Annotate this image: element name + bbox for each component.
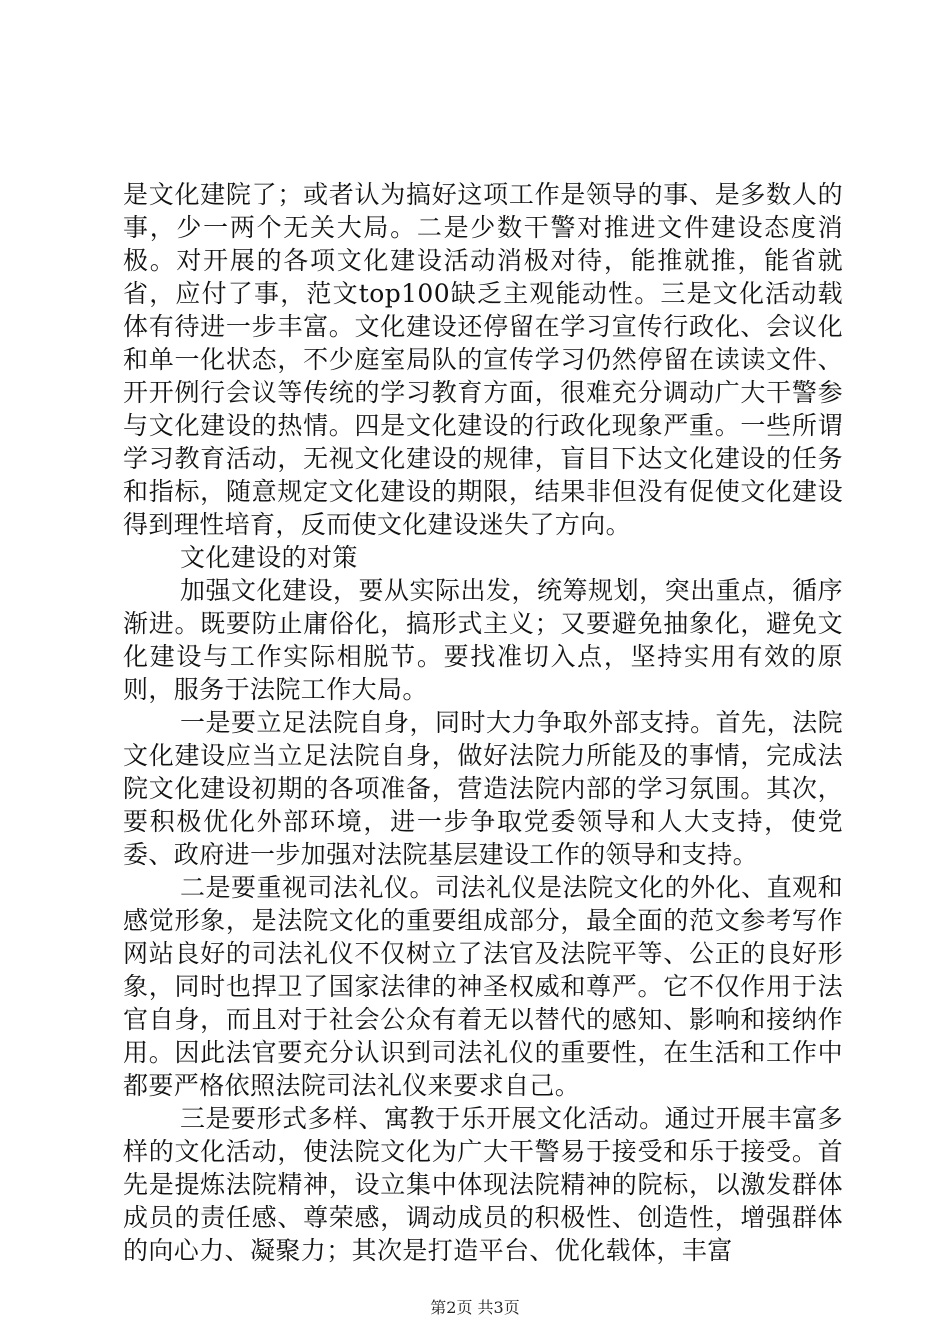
paragraph-4: 二是要重视司法礼仪。司法礼仪是法院文化的外化、直观和感觉形象，是法院文化的重要组成部分，最全面的范文参考写作网站良好的司法礼仪不仅树立了法官及法院平等、公正的良好形象，同时也捍卫了国家法律的神圣权威和尊严。它不仅作用于法官自身，而且对于社会公众有着无以替代的感知、影响和接纳作用。因此法官要充分认识到司法礼仪的重要性，在生活和工作中都要严格依照法院司法礼仪来要求自己。 — [123, 873, 843, 1100]
document-body — [123, 178, 843, 1267]
page-number-footer: 第2页 共3页 — [430, 1298, 520, 1317]
section-heading: 文化建设的对策 — [180, 543, 358, 572]
paragraph-1: 是文化建院了；或者认为搞好这项工作是领导的事、是多数人的事，少一两个无关大局。二是少数干警对推进文件建设态度消极。对开展的各项文化建设活动消极对待，能推就推，能省就省，应付了事，范文top100缺乏主观能动性。三是文化活动载体有待进一步丰富。文化建设还停留在学习宣传行政化、会议化和单一化状态，不少庭室局队的宣传学习仍然停留在读读文件、开开例行会议等传统的学习教育方面，很难充分调动广大干警参与文化建设的热情。四是文化建设的行政化现象严重。一些所谓学习教育活动，无视文化建设的规律，盲目下达文化建设的任务和指标，随意规定文化建设的期限，结果非但没有促使文化建设得到理性培育，反而使文化建设迷失了方向。 — [123, 180, 843, 539]
paragraph-2: 加强文化建设，要从实际出发，统筹规划，突出重点，循序渐进。既要防止庸俗化，搞形式主义；又要避免抽象化，避免文化建设与工作实际相脱节。要找准切入点，坚持实用有效的原则，服务于法院工作大局。 — [123, 576, 843, 704]
paragraph-5: 三是要形式多样、寓教于乐开展文化活动。通过开展丰富多样的文化活动，使法院文化为广大干警易于接受和乐于接受。首先是提炼法院精神，设立集中体现法院精神的院标，以激发群体成员的责任感、尊荣感，调动成员的积极性、创造性，增强群体的向心力、凝聚力；其次是打造平台、优化载体，丰富 — [123, 1104, 843, 1265]
paragraph-3: 一是要立足法院自身，同时大力争取外部支持。首先，法院文化建设应当立足法院自身，做好法院力所能及的事情，完成法院文化建设初期的各项准备，营造法院内部的学习氛围。其次，要积极优化外部环境，进一步争取党委领导和人大支持，使党委、政府进一步加强对法院基层建设工作的领导和支持。 — [123, 708, 843, 869]
